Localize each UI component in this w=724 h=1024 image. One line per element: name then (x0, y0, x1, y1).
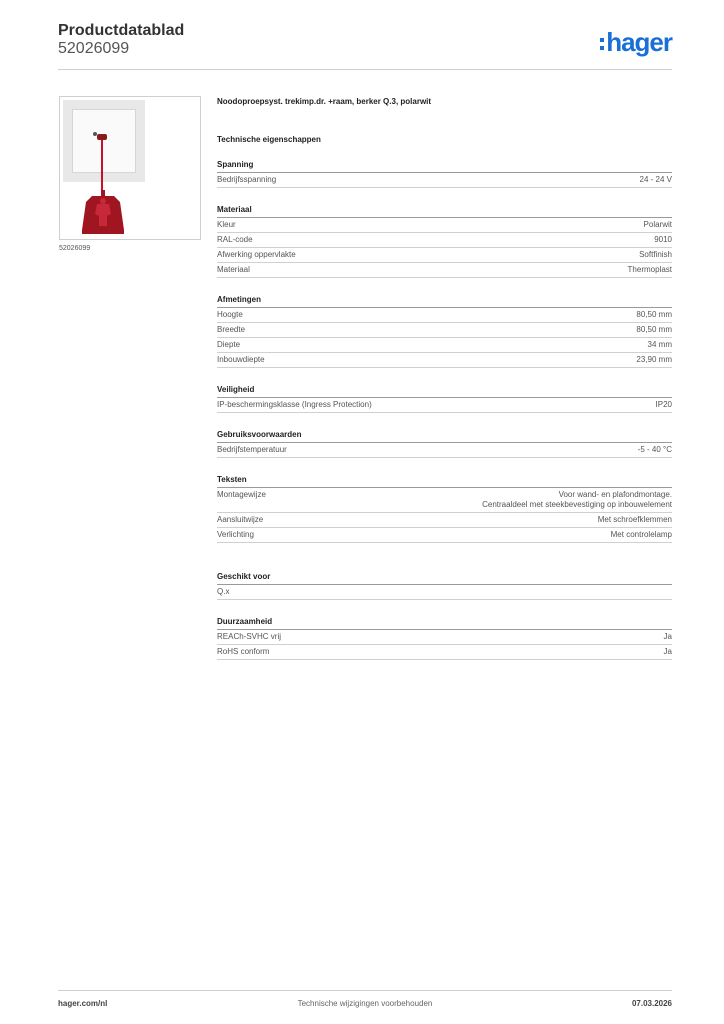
spec-value: 23,90 mm (636, 355, 672, 364)
spec-key: Bedrijfsspanning (217, 175, 277, 184)
spec-value-multiline (482, 490, 672, 510)
spec-key: Aansluitwijze (217, 515, 264, 524)
spec-group-title: Veiligheid (217, 384, 672, 398)
spec-value: -5 - 40 °C (637, 445, 672, 454)
spec-row (217, 338, 672, 353)
spec-row (217, 443, 672, 458)
footer-divider (58, 990, 672, 991)
spec-row (217, 233, 672, 248)
spec-group-title: Geschikt voor (217, 571, 672, 585)
switch-plate-image (63, 100, 145, 182)
pull-cord-image (101, 135, 103, 191)
spec-row (217, 218, 672, 233)
spec-group-title: Teksten (217, 474, 672, 488)
technical-properties-heading: Technische eigenschappen (217, 135, 321, 144)
document-title: Productdatablad (58, 22, 185, 39)
spec-value: Ja (663, 632, 672, 641)
logo-text: hager (606, 27, 672, 57)
specifications (217, 96, 672, 660)
spec-value: Ja (663, 647, 672, 656)
spec-key: Kleur (217, 220, 236, 229)
spec-value: 80,50 mm (636, 310, 672, 319)
spec-group-title: Afmetingen (217, 294, 672, 308)
spec-group-geschikt-voor (217, 571, 672, 600)
spec-row (217, 630, 672, 645)
spec-group-veiligheid (217, 384, 672, 413)
spec-group-title: Duurzaamheid (217, 616, 672, 630)
spec-group-materiaal (217, 204, 672, 278)
spec-key: Montagewijze (217, 490, 266, 499)
footer-disclaimer: Technische wijzigingen voorbehouden (297, 999, 433, 1008)
spec-key: RoHS conform (217, 647, 270, 656)
footer-date: 07.03.2026 (631, 999, 672, 1008)
spec-value: Thermoplast (627, 265, 672, 274)
footer-website-link[interactable]: hager.com/nl (58, 999, 108, 1008)
spec-value: Met controlelamp (610, 530, 672, 539)
spec-key: Q.x (217, 587, 230, 596)
spec-group-duurzaamheid (217, 616, 672, 660)
spec-value: Met schroefklemmen (597, 515, 672, 524)
spec-key: Verlichting (217, 530, 254, 539)
spec-value-line: Centraaldeel met steekbevestiging op inbouwelement (482, 500, 672, 509)
spec-key: Diepte (217, 340, 241, 349)
spec-value: IP20 (655, 400, 672, 409)
spec-row (217, 528, 672, 543)
spec-value: Polarwit (643, 220, 672, 229)
spec-group-title: Spanning (217, 159, 672, 173)
spec-key: Hoogte (217, 310, 243, 319)
spec-row (217, 263, 672, 278)
spec-group-title: Gebruiksvoorwaarden (217, 429, 672, 443)
spec-key: IP-beschermingsklasse (Ingress Protection) (217, 400, 372, 409)
spec-row (217, 173, 672, 188)
spec-group-title: Materiaal (217, 204, 672, 218)
spec-value: Softfinish (639, 250, 672, 259)
spec-key: Breedte (217, 325, 246, 334)
spec-value-line: Voor wand- en plafondmontage. (558, 490, 672, 499)
spec-value: 24 - 24 V (639, 175, 672, 184)
product-number: 52026099 (58, 40, 130, 57)
header-divider (58, 69, 672, 70)
switch-rocker-image (72, 109, 136, 173)
spec-row (217, 353, 672, 368)
spec-row (217, 248, 672, 263)
pull-cord-knob-image (97, 134, 107, 140)
page-header (58, 22, 672, 72)
spec-row (217, 585, 672, 600)
spec-key: RAL-code (217, 235, 253, 244)
spec-group-gebruiksvoorwaarden (217, 429, 672, 458)
page-footer (58, 999, 672, 1011)
spec-value: 9010 (654, 235, 672, 244)
spec-row (217, 488, 672, 513)
image-caption: 52026099 (59, 245, 91, 252)
spec-value: 34 mm (647, 340, 672, 349)
product-image (59, 96, 201, 240)
spec-row (217, 645, 672, 660)
spec-group-afmetingen (217, 294, 672, 368)
spec-value: 80,50 mm (636, 325, 672, 334)
spec-group-spanning (217, 159, 672, 188)
spec-group-teksten (217, 474, 672, 543)
logo-dots-icon (600, 38, 604, 50)
spec-row (217, 308, 672, 323)
spec-key: REACh-SVHC vrij (217, 632, 282, 641)
product-description: Noodoproepsyst. trekimp.dr. +raam, berker Q.3, polarwit (217, 97, 432, 106)
spec-key: Inbouwdiepte (217, 355, 265, 364)
spec-row (217, 398, 672, 413)
spec-key: Materiaal (217, 265, 250, 274)
pull-handle-icon (80, 190, 126, 236)
spec-key: Bedrijfstemperatuur (217, 445, 287, 454)
spec-row (217, 513, 672, 528)
spec-key: Afwerking oppervlakte (217, 250, 296, 259)
hager-logo (600, 28, 672, 56)
spec-row (217, 323, 672, 338)
